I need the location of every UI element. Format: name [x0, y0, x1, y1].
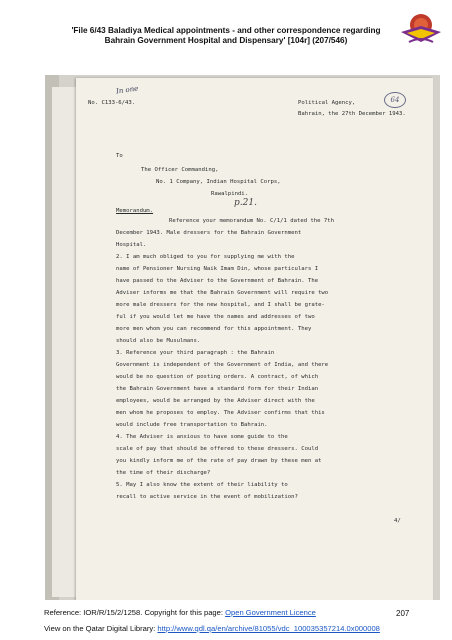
body-line: Adviser informs me that the Bahrain Government will require two	[116, 290, 329, 296]
body-line: employees, would be arranged by the Adviser direct with the	[116, 398, 315, 404]
body-line: would include free transportation to Bahrain.	[116, 422, 268, 428]
continuation-mark: 4/	[394, 518, 401, 524]
body-line: Government is independent of the Government of India, and there	[116, 362, 329, 368]
page-number: 207	[396, 609, 410, 618]
copyright-line	[44, 608, 316, 617]
addressee-line-2: No. 1 Company, Indian Hospital Corps,	[156, 179, 281, 185]
folio-number: p.21.	[234, 198, 257, 208]
body-line: 5. May I also know the extent of their liability to	[116, 482, 288, 488]
body-line: men whom he proposes to employ. The Adviser confirms that this	[116, 410, 325, 416]
view-text: View on the Qatar Digital Library:	[44, 624, 158, 633]
body-line: 2. I am much obliged to you for supplying me with the	[116, 254, 295, 260]
title-line-1: 'File 6/43 Baladiya Medical appointments - and other correspondence regarding	[71, 26, 381, 35]
reference-number: No. C133-6/43.	[88, 100, 136, 106]
licence-link[interactable]: Open Government Licence	[225, 608, 316, 617]
handwritten-note: In one	[115, 84, 139, 96]
sender-office: Political Agency,	[298, 100, 356, 106]
body-line: more men whom you can recommend for this appointment. They	[116, 326, 312, 332]
body-line: you kindly inform me of the rate of pay drawn by these men at	[116, 458, 322, 464]
to-label: To	[116, 153, 123, 159]
memo-heading: Memorandum.	[116, 208, 154, 214]
body-line: Hospital.	[116, 242, 147, 248]
folio-stamp: 64	[384, 92, 406, 108]
body-line: have passed to the Adviser to the Government of Bahrain. The	[116, 278, 319, 284]
body-line: should also be Musulmans.	[116, 338, 201, 344]
qatar-digital-library-logo-icon[interactable]	[399, 12, 443, 48]
addressee-line-1: The Officer Commanding,	[141, 167, 219, 173]
document-title	[56, 26, 396, 46]
addressee-line-3: Rawalpindi.	[211, 191, 249, 197]
body-line: recall to active service in the event of mobilization?	[116, 494, 298, 500]
document-scan-image	[45, 75, 440, 600]
body-line: Reference your memorandum No. C/1/1 dated the 7th	[169, 218, 335, 224]
body-line: 3. Reference your third paragraph : the Bahrain	[116, 350, 275, 356]
view-online-line	[44, 624, 380, 633]
body-line: 4. The Adviser is anxious to have some guide to the	[116, 434, 288, 440]
body-line: December 1943. Male dressers for the Bahrain Government	[116, 230, 302, 236]
body-line: scale of pay that should be offered to these dressers. Could	[116, 446, 319, 452]
body-line: name of Pensioner Nursing Naik Imam Din, whose particulars I	[116, 266, 319, 272]
reference-text: Reference: IOR/R/15/2/1258. Copyright for this page:	[44, 608, 226, 617]
body-line: the time of their discharge?	[116, 470, 211, 476]
body-line: ful if you would let me have the names and addresses of two	[116, 314, 315, 320]
body-line: would be no question of posting orders. A contract, of which	[116, 374, 319, 380]
sender-date: Bahrain, the 27th December 1943.	[298, 111, 406, 117]
body-line: more male dressers for the new hospital, and I shall be grate-	[116, 302, 325, 308]
body-line: the Bahrain Government have a standard form for their Indian	[116, 386, 319, 392]
archive-link[interactable]: http://www.qdl.qa/en/archive/81055/vdc_100035357214.0x000008	[157, 624, 380, 633]
title-line-2: Bahrain Government Hospital and Dispensary' [104r] (207/546)	[104, 36, 348, 45]
typed-letter-page	[76, 78, 433, 600]
